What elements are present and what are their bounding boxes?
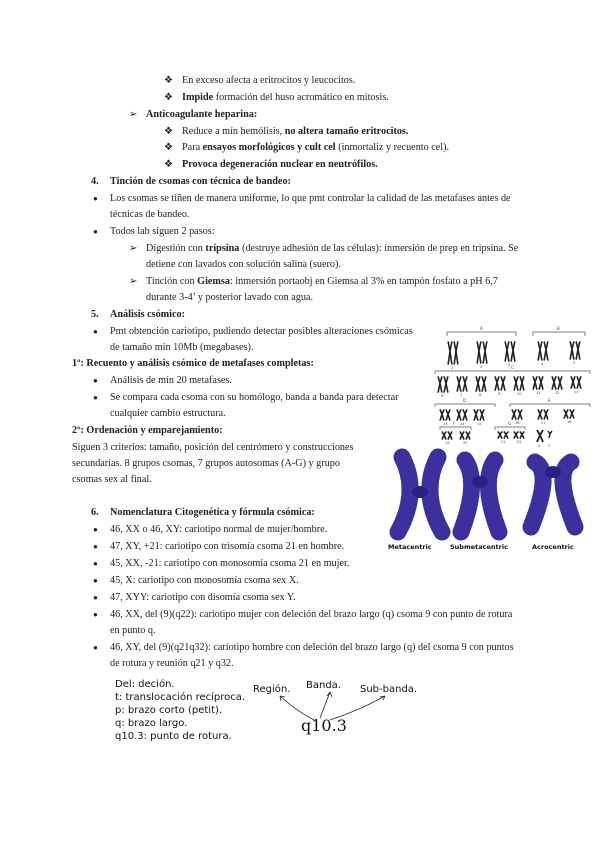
chromosome-type-drawing bbox=[531, 462, 575, 527]
chromosome-number: 4 bbox=[541, 362, 544, 366]
diamond-bullet-icon: ❖ bbox=[164, 92, 173, 103]
section-number: 6. bbox=[91, 507, 99, 518]
sex-chromosomes bbox=[537, 430, 552, 442]
step-heading: 1º: Recuento y análisis csómico de metafases completas: bbox=[72, 358, 314, 369]
list-item: 47, XYY: cariotipo con disomía csoma sex Y. bbox=[110, 592, 296, 603]
chromosome-number: 11 bbox=[536, 391, 541, 395]
chromosome-number: Y bbox=[548, 444, 551, 448]
chromosome-pair bbox=[514, 432, 524, 438]
subheading-heparina: Anticoagulante heparina: bbox=[146, 109, 258, 120]
note-arrows bbox=[270, 690, 400, 726]
note-line: q10.3: punto de rotura. bbox=[115, 731, 232, 742]
diamond-bullet-icon: ❖ bbox=[164, 126, 173, 137]
text-line: Se compara cada csoma con su homólogo, banda a banda para detectar bbox=[110, 392, 399, 403]
chromosome-pair bbox=[514, 377, 524, 390]
chromosome-pair bbox=[442, 432, 452, 439]
list-item: 46, XY, del (9)(q21q32): cariotipo hombre con deleción del brazo largo (q) del csoma 9 con puntos bbox=[110, 642, 514, 653]
group-label: E bbox=[548, 398, 551, 403]
text-line: Impide formación del huso acromático en mitosis. bbox=[182, 92, 389, 103]
group-label: G bbox=[508, 421, 512, 426]
dot-bullet-icon: ● bbox=[93, 593, 98, 602]
chromosome-pair bbox=[564, 410, 574, 418]
chromosome-pair bbox=[457, 377, 467, 391]
chromosome-pair bbox=[498, 432, 508, 438]
dot-bullet-icon: ● bbox=[93, 327, 98, 336]
chromosome-pair bbox=[440, 410, 450, 420]
section-title: Análisis csómico: bbox=[110, 309, 185, 320]
text-line: Todos lab siguen 2 pasos: bbox=[110, 226, 215, 237]
text-line: Digestión con tripsina (destruye adhesión de las células): inmersión de prep en tripsina. Se bbox=[146, 243, 519, 254]
chromosome-number: 16 bbox=[515, 421, 520, 425]
chromosome-number: 12 bbox=[555, 391, 560, 395]
chromosome-pair bbox=[538, 342, 548, 360]
chromosome-pair bbox=[538, 410, 548, 419]
note-line: Del: deción. bbox=[115, 679, 175, 690]
dot-bullet-icon: ● bbox=[93, 393, 98, 402]
group-label: F bbox=[453, 421, 456, 426]
dot-bullet-icon: ● bbox=[93, 559, 98, 568]
dot-bullet-icon: ● bbox=[93, 643, 98, 652]
text-line: durante 3-4’ y posterior lavado con agua. bbox=[146, 292, 313, 303]
chromosome-number: 5 bbox=[573, 361, 576, 365]
text-line: csomas sex al final. bbox=[72, 474, 152, 485]
chromosome-number: 18 bbox=[567, 420, 572, 424]
dot-bullet-icon: ● bbox=[93, 542, 98, 551]
text-line: Provoca degeneración nuclear en neutrófilos. bbox=[182, 159, 378, 170]
chromosome-pair bbox=[505, 342, 515, 361]
dot-bullet-icon: ● bbox=[93, 576, 98, 585]
dot-bullet-icon: ● bbox=[93, 376, 98, 385]
list-item: 46, XX, del (9)(q22): cariotipo mujer con deleción del brazo largo (q) csoma 9 con punto de rotura bbox=[110, 609, 513, 620]
text-line: Los csomas se tiñen de manera uniforme, lo que pmt controlar la calidad de las metafases antes de bbox=[110, 193, 511, 204]
chromosome-pair bbox=[533, 377, 543, 389]
text-line: detiene con lavados con solución salina (suero). bbox=[146, 259, 341, 270]
chromosome-number: X bbox=[538, 444, 541, 448]
diamond-bullet-icon: ❖ bbox=[164, 142, 173, 153]
note-region: Región. bbox=[253, 684, 291, 695]
chromosome-type-drawing bbox=[398, 457, 442, 532]
text-line: En exceso afecta a eritrocitos y leucocitos. bbox=[182, 75, 356, 86]
step-heading: 2º: Ordenación y emparejamiento: bbox=[72, 425, 223, 436]
karyotype-figure bbox=[385, 322, 600, 558]
diamond-bullet-icon: ❖ bbox=[164, 159, 173, 170]
text-line: técnicas de bandeo. bbox=[110, 209, 190, 220]
chromosome-type-drawing bbox=[461, 460, 499, 532]
dot-bullet-icon: ● bbox=[93, 227, 98, 236]
chromosome-pair bbox=[457, 410, 467, 420]
list-item: 45, XX, -21: cariotipo con monosomía csoma 21 en mujer. bbox=[110, 558, 350, 569]
karyotype-chromosomes bbox=[438, 342, 581, 448]
section-number: 4. bbox=[91, 176, 99, 187]
list-item: 45, X: cariotipo con monosomía csoma sex X. bbox=[110, 575, 299, 586]
dot-bullet-icon: ● bbox=[93, 610, 98, 619]
chromosome-types bbox=[398, 457, 575, 532]
section-title: Nomenclatura Citogenética y fórmula csómica: bbox=[110, 507, 315, 518]
text-line: Siguen 3 criterios: tamaño, posición del centrómero y construcciones bbox=[72, 442, 354, 453]
note-banda: Banda. bbox=[306, 680, 341, 691]
chromosome-number: 6 bbox=[441, 394, 444, 398]
text-line: Análisis de mín 20 metafases. bbox=[110, 375, 232, 386]
chromosome-number: 21 bbox=[501, 440, 506, 444]
label-acrocentric: Acrocentric bbox=[532, 543, 574, 551]
arrow-bullet-icon: ➢ bbox=[129, 243, 138, 254]
arrow-bullet-icon: ➢ bbox=[129, 109, 138, 120]
group-label: A bbox=[480, 326, 483, 331]
text-line: secundarias. 8 grupos csomas, 7 grupos autosomas (A-G) y grupo bbox=[72, 458, 340, 469]
chromosome-pair bbox=[460, 432, 470, 439]
chromosome-number: 7 bbox=[460, 393, 463, 397]
chromosome-number: 9 bbox=[498, 392, 501, 396]
text-line: de tamaño mín 10Mb (megabases). bbox=[110, 342, 254, 353]
chromosome-number: 1 bbox=[451, 366, 454, 370]
chromosome-pair bbox=[552, 377, 562, 389]
note-line: p: brazo corto (petit). bbox=[115, 705, 223, 716]
chromosome-pair bbox=[438, 377, 448, 392]
note-line: q: brazo largo. bbox=[115, 718, 188, 729]
arrow-bullet-icon: ➢ bbox=[129, 276, 138, 287]
section-number: 5. bbox=[91, 309, 99, 320]
label-metacentric: Metacentric bbox=[388, 543, 432, 551]
chromosome-number: 8 bbox=[479, 393, 482, 397]
text-line: Tinción con Giemsa: inmersión portaobj en Giemsa al 3% en tampón fosfato a pH 6,7 bbox=[146, 276, 498, 287]
chromosome-pair bbox=[474, 410, 484, 420]
note-code: q10.3 bbox=[301, 716, 347, 735]
chromosome-number: 13 bbox=[443, 422, 448, 426]
chromosome-pair bbox=[570, 342, 580, 359]
list-item: en punto q. bbox=[110, 625, 156, 636]
note-line: t: translocación recíproca. bbox=[115, 692, 246, 703]
chromosome-number: 22 bbox=[517, 440, 522, 444]
chromosome-number: 20 bbox=[463, 441, 468, 445]
chromosome-number: 14 bbox=[460, 422, 465, 426]
chromosome-number: 2 bbox=[480, 365, 483, 369]
text-line: Pmt obtención cariotipo, pudiendo detectar posibles alteraciones csómicas bbox=[110, 326, 413, 337]
text-line: Reduce a mín hemólisis, no altera tamaño eritrocitos. bbox=[182, 126, 409, 137]
dot-bullet-icon: ● bbox=[93, 194, 98, 203]
chromosome-pair bbox=[571, 377, 581, 388]
diamond-bullet-icon: ❖ bbox=[164, 75, 173, 86]
chromosome-number: 10 bbox=[517, 392, 522, 396]
dot-bullet-icon: ● bbox=[93, 525, 98, 534]
text-line: Para ensayos morfológicos y cult cel (inmortaliz y recuento cel). bbox=[182, 142, 450, 153]
group-label: D bbox=[463, 398, 467, 403]
chromosome-pair bbox=[495, 377, 505, 390]
note-subbanda: Sub-banda. bbox=[360, 684, 418, 695]
chromosome-pair bbox=[477, 342, 487, 363]
chromosome-pair bbox=[512, 410, 522, 419]
chromosome-number: 19 bbox=[445, 441, 450, 445]
section-title: Tinción de csomas con técnica de bandeo: bbox=[110, 176, 291, 187]
label-submetacentric: Submetacentric bbox=[450, 543, 508, 551]
text-line: cualquier cambio estructura. bbox=[110, 408, 226, 419]
chromosome-pair bbox=[448, 342, 458, 364]
group-label: B bbox=[557, 326, 560, 331]
list-item: 46, XX o 46, XY: cariotipo normal de mujer/hombre. bbox=[110, 524, 328, 535]
chromosome-pair bbox=[476, 377, 486, 391]
chromosome-number: 13 bbox=[574, 390, 579, 394]
chromosome-number: 17 bbox=[541, 421, 546, 425]
chromosome-number: 15 bbox=[477, 422, 482, 426]
chromosome-number: 3 bbox=[508, 363, 511, 367]
group-label: C bbox=[511, 365, 514, 370]
list-item: de rotura y reunión q21 y q32. bbox=[110, 658, 234, 669]
list-item: 47, XY, +21: cariotipo con trisomía csoma 21 en hombre. bbox=[110, 541, 345, 552]
